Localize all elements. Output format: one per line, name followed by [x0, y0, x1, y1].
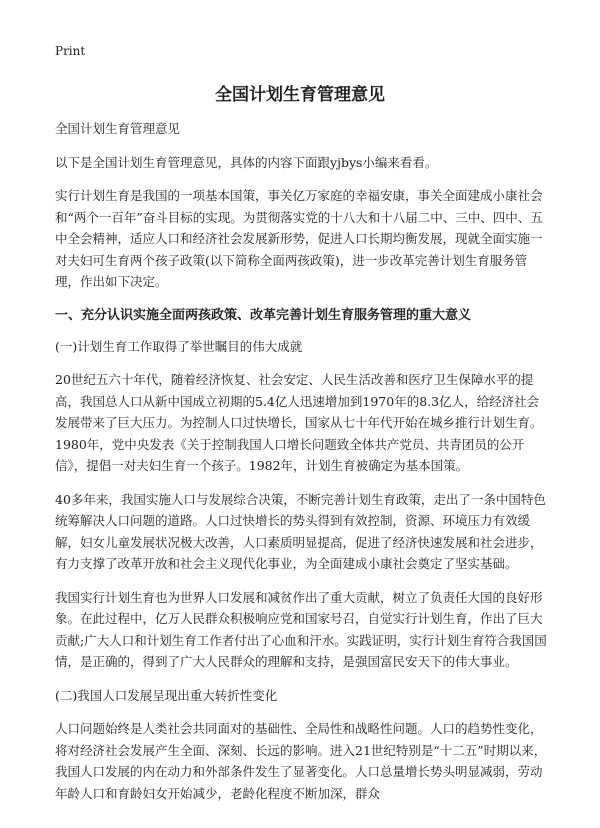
intro-paragraph: 以下是全国计划生育管理意见，具体的内容下面跟yjbys小编来看看。 — [55, 154, 438, 170]
document-body — [55, 118, 551, 816]
body-paragraph: 我国实行计划生育也为世界人口发展和减贫作出了重大贡献，树立了负责任大国的良好形象。在此过程中，亿万人民群众积极响应党和国家号召，自觉实行计划生育，作出了巨大贡献;广大人口和计划生育工作者付出了心血和汗水。实践证明，实行计划生育符合我国国情，是正确的，得到了广大人民群众的理解和支持，是强国富民安天下的伟大事业。 — [55, 589, 547, 669]
print-link[interactable]: Print — [55, 44, 86, 58]
subsection-heading: (二)我国人口发展呈现出重大转折性变化 — [55, 687, 278, 703]
subtitle-paragraph: 全国计划生育管理意见 — [55, 121, 181, 136]
body-paragraph: 40多年来，我国实施人口与发展综合决策，不断完善计划生育政策，走出了一条中国特色统筹解决人口问题的道路。人口过快增长的势头得到有效控制，资源、环境压力有效缓解，妇女儿童发展状况极大改善，人口素质明显提高，促进了经济快速发展和社会进步，有力支撑了改革开放和社会主义现代化事业，为全面建成小康社会奠定了坚实基础。 — [55, 491, 546, 571]
body-paragraph: 人口问题始终是人类社会共同面对的基础性、全局性和战略性问题。人口的趋势性变化，将对经济社会发展产生全面、深刻、长远的影响。进入21世纪特别是“十二五”时期以来，我国人口发展的内在动力和外部条件发生了显著变化。人口总量增长势头明显减弱，劳动年龄人口和育龄妇女开始减少，老龄化程度不断加深，群众 — [55, 721, 547, 801]
subsection-heading: (一)计划生育工作取得了举世瞩目的伟大成就 — [55, 338, 303, 354]
body-paragraph: 20世纪五六十年代，随着经济恢复、社会安定、人民生活改善和医疗卫生保障水平的提高，我国总人口从新中国成立初期的5.4亿人迅速增加到1970年的8.3亿人，给经济社会发展带来了巨大压力。为控制人口过快增长，国家从七十年代开始在城乡推行计划生育。1980年，党中央发表《关于控制我国人口增长问题致全体共产党员、共青团员的公开信》，提倡一对夫妇生育一个孩子。1982年，计划生育被确定为基本国策。 — [55, 372, 543, 473]
preamble-paragraph: 实行计划生育是我国的一项基本国策，事关亿万家庭的幸福安康，事关全面建成小康社会和“两个一百年”奋斗目标的实现。为贯彻落实党的十八大和十八届二中、三中、四中、五中全会精神，适应人口和经济社会发展新形势，促进人口长期均衡发展，现就全面实施一对夫妇可生育两个孩子政策(以下简称全面两孩政策)，进一步改革完善计划生育服务管理，作出如下决定。 — [55, 188, 543, 289]
section-heading: 一、充分认识实施全面两孩政策、改革完善计划生育服务管理的重大意义 — [55, 307, 472, 323]
document-title: 全国计划生育管理意见 — [215, 85, 385, 105]
